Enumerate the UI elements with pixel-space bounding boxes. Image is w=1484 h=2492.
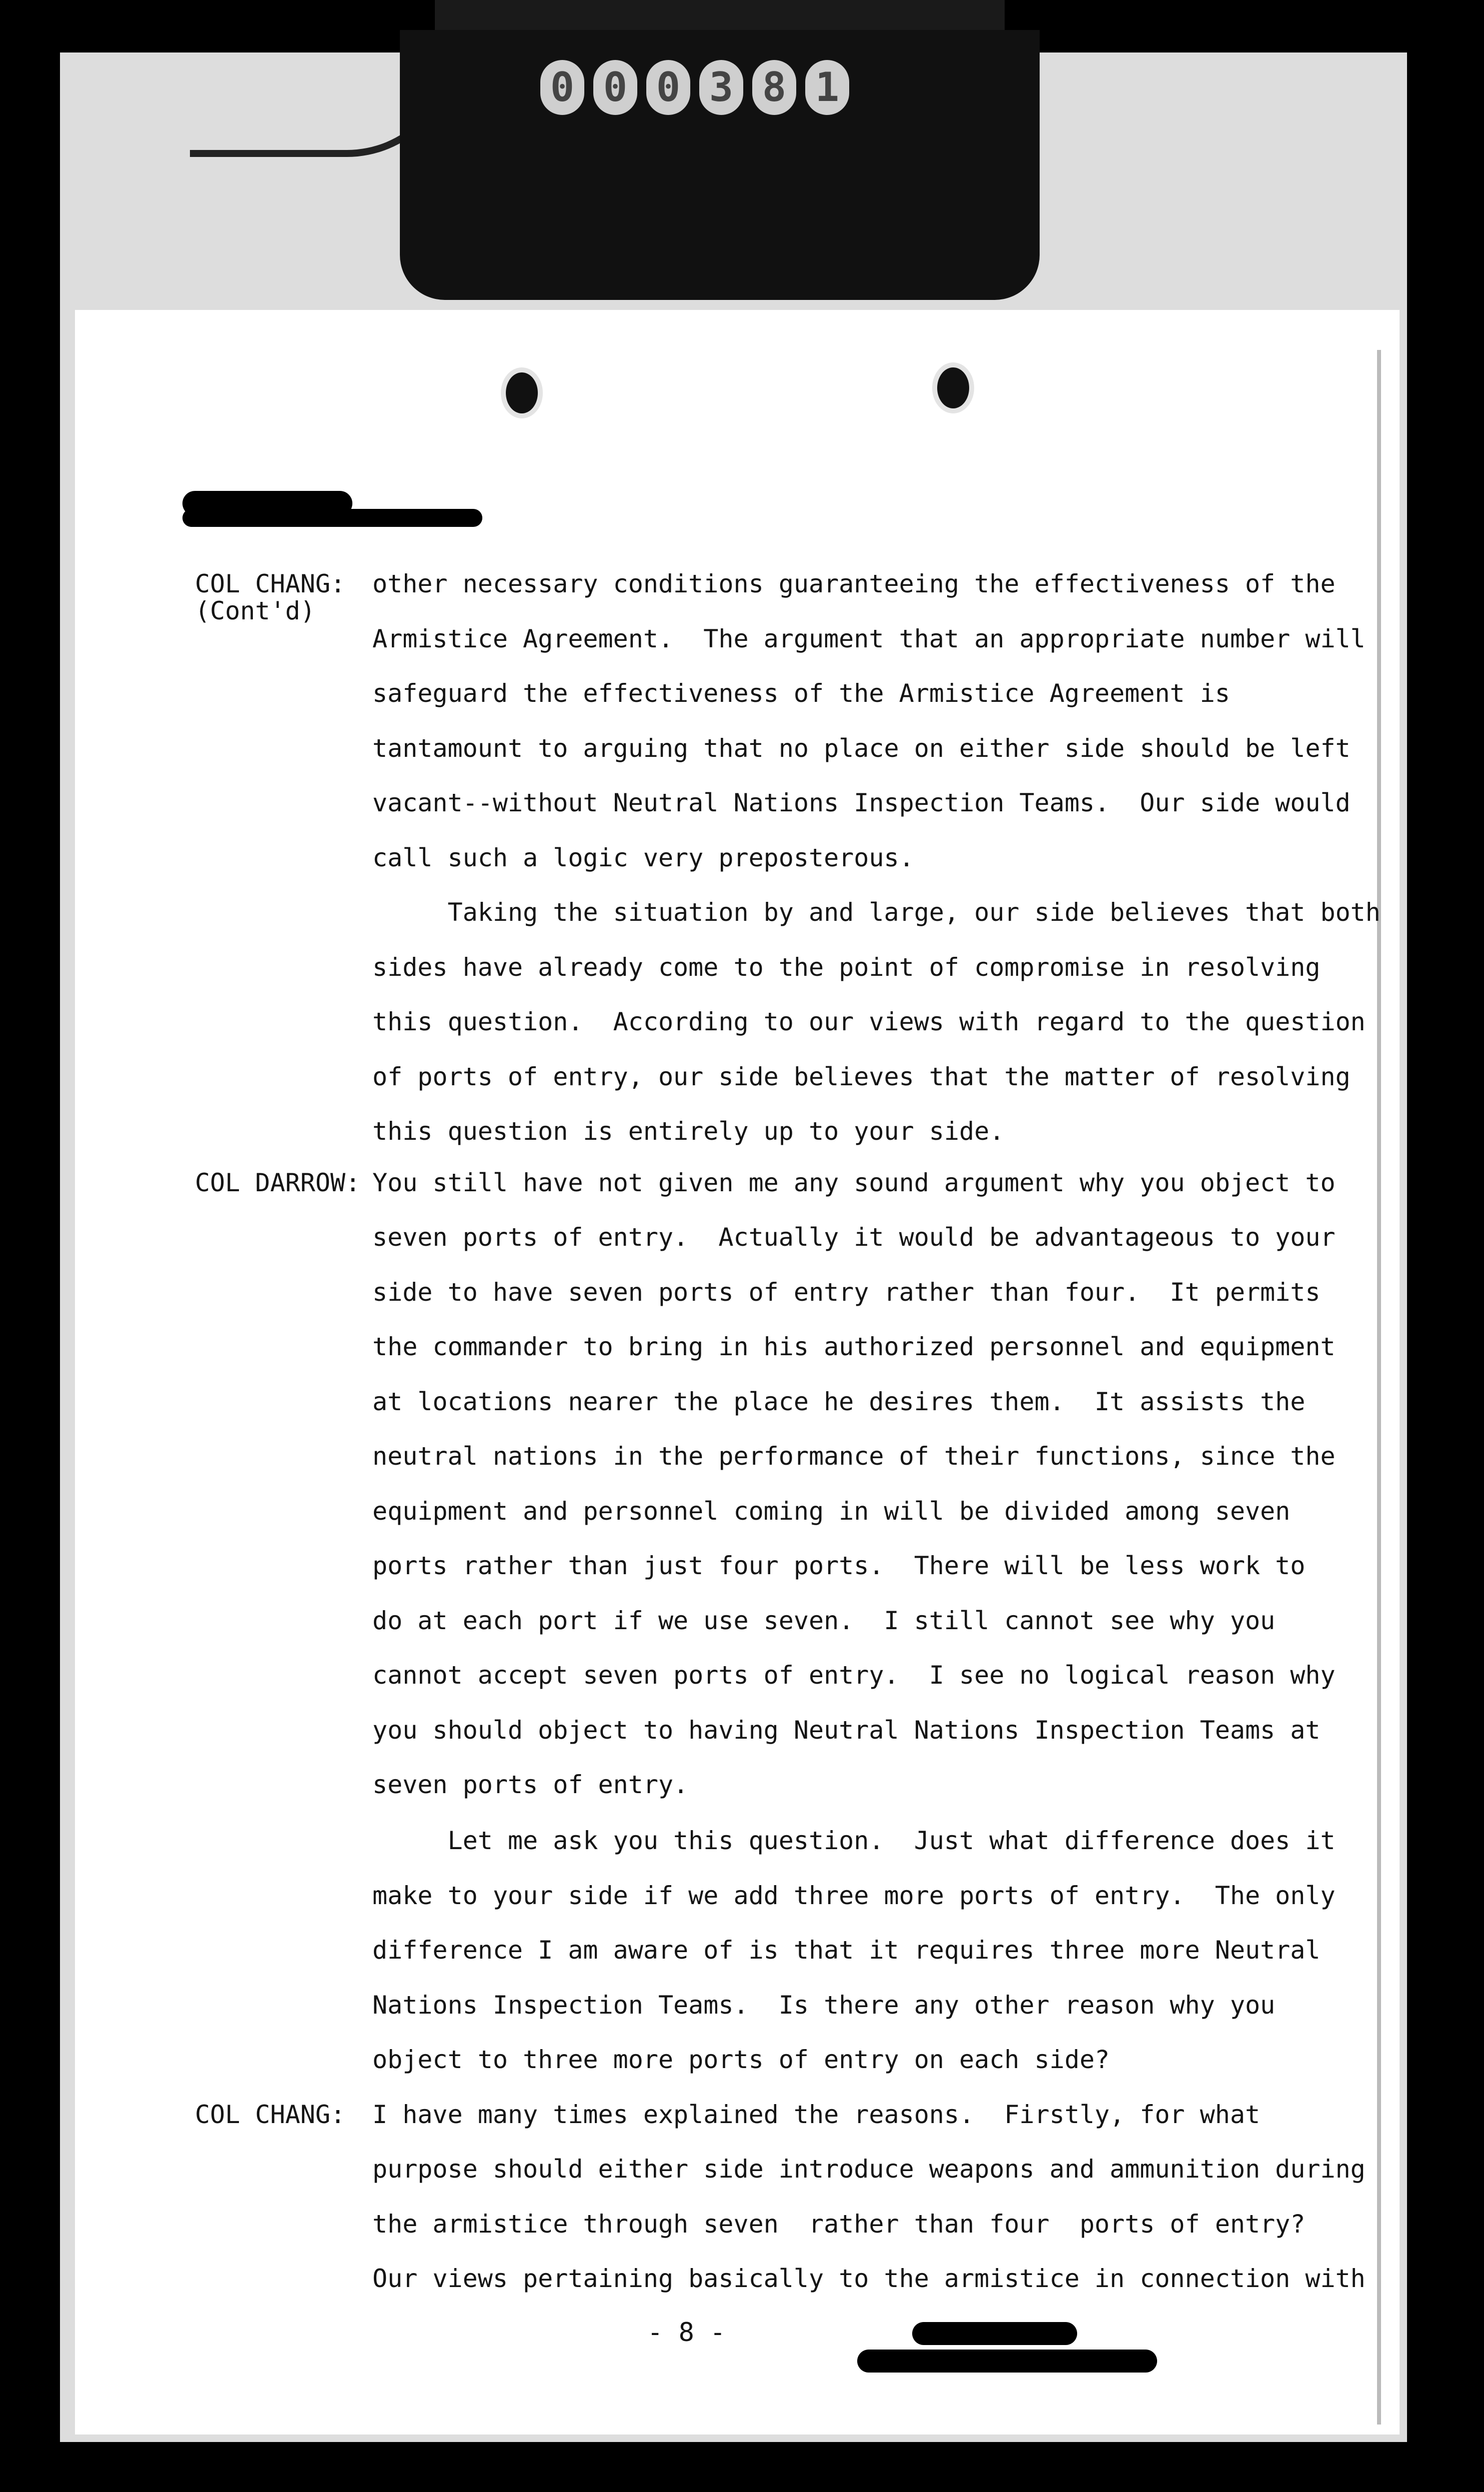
page-number: - 8 -	[647, 2318, 726, 2348]
text-line: neutral nations in the performance of their functions, since the	[372, 1442, 1336, 1471]
counter-digit: 0	[646, 60, 690, 115]
speaker-label: COL DARROW:	[195, 1168, 361, 1197]
punch-hole-left	[501, 367, 543, 418]
text-line: the commander to bring in his authorized personnel and equipment	[372, 1332, 1336, 1361]
speaker-label: COL CHANG:	[195, 2100, 346, 2129]
text-line: you should object to having Neutral Nations Inspection Teams at	[372, 1716, 1321, 1745]
text-line: You still have not given me any sound argument why you object to	[372, 1168, 1336, 1197]
text-line: purpose should either side introduce weapons and ammunition during	[372, 2155, 1366, 2184]
text-line: I have many times explained the reasons. Firstly, for what	[372, 2100, 1261, 2129]
counter-digit: 0	[540, 60, 584, 115]
text-line: seven ports of entry.	[372, 1770, 689, 1799]
text-line: Armistice Agreement. The argument that an appropriate number will	[372, 624, 1366, 653]
counter-digit: 0	[593, 60, 637, 115]
counter-digit: 1	[805, 60, 849, 115]
text-line: side to have seven ports of entry rather than four. It permits	[372, 1278, 1321, 1307]
text-line: Taking the situation by and large, our side believes that both	[372, 898, 1381, 927]
text-line: at locations nearer the place he desires them. It assists the	[372, 1387, 1306, 1416]
punch-hole-right	[932, 362, 974, 413]
text-line: Nations Inspection Teams. Is there any other reason why you	[372, 1991, 1276, 2020]
text-line: vacant--without Neutral Nations Inspection Teams. Our side would	[372, 788, 1351, 817]
text-line: cannot accept seven ports of entry. I see no logical reason why	[372, 1661, 1336, 1690]
speaker-label: COL CHANG:	[195, 569, 346, 598]
text-line: Let me ask you this question. Just what difference does it	[372, 1826, 1336, 1855]
redaction-top-line	[182, 509, 482, 527]
text-line: the armistice through seven rather than four ports of entry?	[372, 2210, 1306, 2239]
text-line: seven ports of entry. Actually it would be advantageous to your	[372, 1223, 1336, 1252]
text-line: other necessary conditions guaranteeing the effectiveness of the	[372, 569, 1336, 598]
text-line: ports rather than just four ports. There will be less work to	[372, 1551, 1306, 1580]
speaker-continued: (Cont'd)	[195, 596, 315, 625]
redaction-bottom	[912, 2322, 1077, 2345]
text-line: sides have already come to the point of compromise in resolving	[372, 953, 1321, 982]
frame-counter	[520, 57, 870, 117]
text-line: of ports of entry, our side believes that the matter of resolving	[372, 1062, 1351, 1091]
text-line: tantamount to arguing that no place on either side should be left	[372, 734, 1351, 763]
text-line: call such a logic very preposterous.	[372, 843, 914, 872]
counter-digit: 3	[699, 60, 743, 115]
counter-digit: 8	[752, 60, 796, 115]
text-line: Our views pertaining basically to the armistice in connection with	[372, 2264, 1366, 2293]
redaction-bottom-line	[857, 2350, 1157, 2373]
text-line: this question. According to our views with regard to the question	[372, 1007, 1366, 1036]
page-edge	[1377, 350, 1381, 2425]
text-line: make to your side if we add three more ports of entry. The only	[372, 1881, 1336, 1910]
text-line: do at each port if we use seven. I still cannot see why you	[372, 1606, 1276, 1635]
text-line: equipment and personnel coming in will be divided among seven	[372, 1497, 1291, 1526]
text-line: object to three more ports of entry on each side?	[372, 2045, 1110, 2074]
text-line: this question is entirely up to your side.	[372, 1117, 1005, 1146]
text-line: difference I am aware of is that it requires three more Neutral	[372, 1936, 1321, 1965]
text-line: safeguard the effectiveness of the Armistice Agreement is	[372, 679, 1230, 708]
